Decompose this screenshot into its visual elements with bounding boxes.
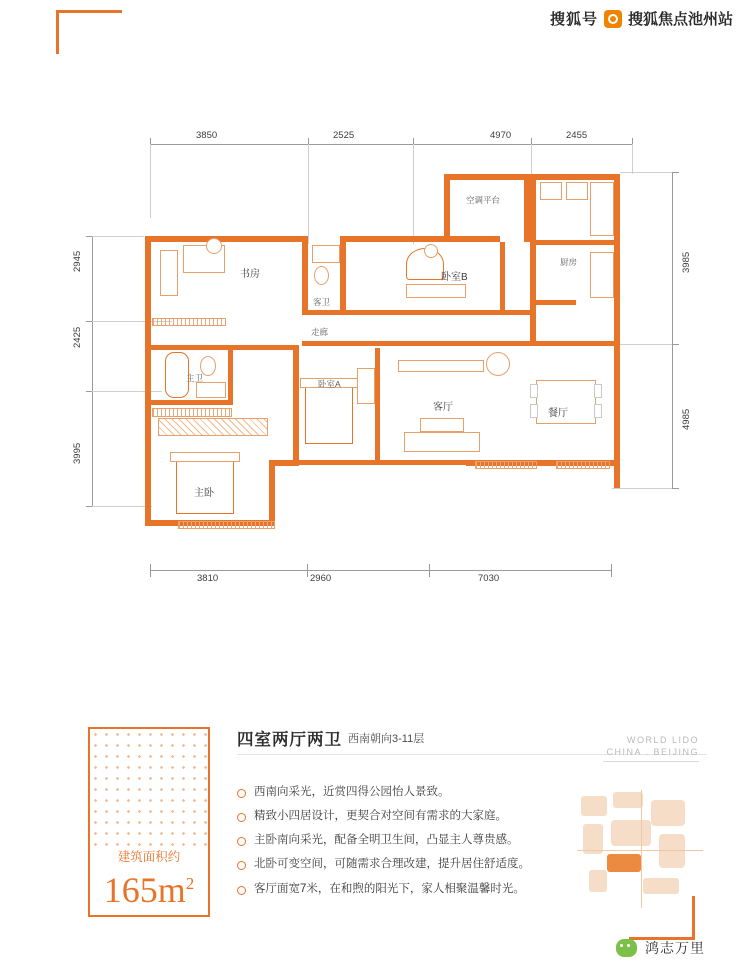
- list-item: [237, 883, 567, 896]
- furniture-counter: [590, 252, 614, 298]
- furniture-vanity: [196, 382, 226, 398]
- feature-list: [237, 786, 567, 907]
- room-label-master-bath: 主卫: [186, 373, 204, 383]
- ext-line: [308, 144, 309, 244]
- room-label-master-bedroom: 主卧: [194, 488, 214, 499]
- brand-line-2: CHINA . BEIJING: [606, 747, 699, 757]
- watermark-sublabel: 搜狐焦点池州站: [627, 11, 733, 28]
- list-item: [237, 786, 567, 799]
- area-value: [90, 869, 208, 911]
- furniture-tv-cabinet: [398, 360, 484, 372]
- plan-subtitle: 西南朝向3-11层: [348, 733, 425, 745]
- wall-interior: [269, 460, 275, 526]
- area-number: 165m: [103, 870, 186, 910]
- ext-line: [92, 236, 144, 237]
- wall-interior: [302, 236, 308, 314]
- bullet-ring-icon: [237, 886, 246, 895]
- window-hatch: [152, 408, 232, 417]
- dimension-bottom-1: 3810: [197, 573, 219, 584]
- furniture-dining-chair: [594, 384, 602, 398]
- furniture-dining-chair: [530, 384, 538, 398]
- dimension-left-3: 3995: [72, 442, 83, 464]
- dim-tick: [150, 564, 151, 577]
- room-label-bedroom-a: 卧室A: [318, 379, 341, 389]
- dimension-top-4: 2455: [566, 130, 588, 141]
- ext-line: [150, 144, 151, 218]
- furniture-cabinet: [406, 284, 466, 298]
- dimension-line-bottom: [150, 570, 611, 571]
- site-block: [611, 820, 651, 846]
- area-caption: 建筑面积约: [117, 850, 181, 864]
- bullet-ring-icon: [237, 837, 246, 846]
- wall-interior: [293, 460, 473, 465]
- wall-interior: [293, 348, 299, 466]
- footer-account: [616, 938, 705, 958]
- bullet-ring-icon: [237, 789, 246, 798]
- furniture-lamp: [424, 244, 438, 258]
- room-label-corridor: 走廊: [311, 327, 329, 337]
- feature-text: 北卧可变空间，可随需求合理改建，提升居住舒适度。: [254, 858, 530, 871]
- bullet-ring-icon: [237, 813, 246, 822]
- furniture-sofa: [404, 432, 480, 452]
- site-road: [577, 850, 703, 851]
- plan-title: 四室两厅两卫: [237, 731, 342, 749]
- dimension-line-left: [92, 236, 93, 506]
- wall-interior: [375, 348, 380, 463]
- dimension-right-1: 3985: [681, 251, 692, 273]
- furniture-headboard-master: [170, 452, 240, 462]
- wall-kitchen-left: [530, 174, 536, 344]
- room-label-study: 书房: [240, 269, 260, 280]
- brand-divider: [603, 761, 699, 762]
- site-map-thumbnail: [577, 790, 707, 910]
- ext-line: [531, 144, 532, 174]
- site-block: [651, 800, 685, 826]
- dimension-line-top: [150, 144, 632, 145]
- ext-line: [92, 506, 152, 507]
- furniture-chair: [206, 238, 222, 254]
- wall-balcony-left: [444, 174, 450, 242]
- ext-line: [612, 488, 672, 489]
- dot-pattern-decoration: [90, 729, 208, 847]
- site-block: [659, 834, 685, 868]
- wall-exterior-top-left: [145, 236, 308, 242]
- furniture-shelf: [160, 250, 178, 296]
- dimension-top-2: 2525: [333, 130, 355, 141]
- wall-exterior-right: [614, 174, 620, 488]
- dimension-top-1: 3850: [196, 130, 218, 141]
- window-hatch: [152, 318, 226, 326]
- site-road: [641, 790, 642, 908]
- furniture-wardrobe: [357, 368, 375, 404]
- area-superscript: 2: [185, 874, 195, 893]
- wall-exterior-top-mid: [340, 236, 500, 242]
- wall-interior: [500, 242, 505, 312]
- site-block: [581, 796, 607, 816]
- site-block: [589, 870, 607, 892]
- wall-interior: [530, 341, 620, 346]
- brand-mark: [603, 735, 699, 762]
- feature-text: 西南向采光，近赏四得公园怡人景致。: [254, 786, 450, 798]
- window-hatch: [556, 461, 610, 469]
- furniture-dining-chair: [530, 404, 538, 418]
- window-hatch: [178, 521, 275, 529]
- furniture-sink: [312, 245, 340, 263]
- furniture-plant: [486, 352, 510, 376]
- wall-corridor-top: [302, 310, 530, 315]
- dimension-right-2: 4985: [681, 408, 692, 430]
- feature-text: 精致小四居设计，更契合对空间有需求的大家庭。: [254, 810, 507, 823]
- list-item: [237, 834, 567, 847]
- ext-line: [92, 391, 162, 392]
- feature-text: 主卧南向采光，配备全明卫生间，凸显主人尊贵感。: [254, 834, 519, 847]
- ext-line: [413, 144, 414, 244]
- dimension-line-right: [672, 172, 673, 488]
- furniture-stove: [540, 182, 562, 200]
- watermark-label: 搜狐号: [549, 11, 598, 28]
- wall-interior: [536, 240, 620, 245]
- dim-tick: [307, 564, 308, 577]
- site-block: [643, 878, 679, 894]
- list-item: [237, 810, 567, 823]
- wall-interior: [228, 345, 233, 405]
- wall-interior: [340, 236, 346, 314]
- wall-corridor-bottom: [302, 341, 530, 346]
- dimension-top-3: 4970: [490, 130, 512, 141]
- room-label-dining: 餐厅: [548, 408, 568, 419]
- dim-tick: [429, 564, 430, 577]
- room-label-guest-bath: 客卫: [313, 297, 331, 307]
- brand-line-1: WORLD LIDO: [626, 735, 699, 745]
- wall-exterior-left: [145, 236, 151, 526]
- furniture-sink-kitchen: [566, 182, 588, 200]
- site-block: [613, 792, 643, 808]
- dimension-bottom-2: 2960: [310, 573, 332, 584]
- wechat-icon: [616, 939, 637, 957]
- room-label-bedroom-b: 卧室B: [441, 272, 468, 283]
- list-item: [237, 858, 567, 871]
- dim-tick: [611, 564, 612, 577]
- room-label-ac-platform: 空调平台: [466, 195, 501, 205]
- furniture-fridge: [590, 182, 614, 236]
- furniture-wardrobe-master: [158, 418, 268, 436]
- dimension-left-1: 2945: [72, 250, 83, 272]
- room-label-kitchen: 厨房: [560, 257, 578, 267]
- ext-line: [612, 344, 672, 345]
- dimension-bottom-3: 7030: [478, 573, 500, 584]
- site-block-highlight: [607, 854, 641, 872]
- account-name: 鸿志万里: [645, 940, 705, 956]
- furniture-dining-chair: [594, 404, 602, 418]
- wall-interior: [151, 400, 231, 405]
- room-label-living: 客厅: [433, 402, 453, 413]
- wall-kitchen-top: [530, 174, 620, 180]
- furniture-toilet: [314, 266, 329, 285]
- window-hatch: [475, 461, 537, 469]
- wall-interior: [536, 300, 576, 305]
- dimension-left-2: 2425: [72, 326, 83, 348]
- ext-line: [620, 172, 672, 173]
- furniture-bed-a: [305, 386, 353, 444]
- bullet-ring-icon: [237, 861, 246, 870]
- furniture-coffee-table: [420, 418, 464, 432]
- wall-balcony-top: [444, 174, 530, 180]
- area-badge: [88, 727, 210, 917]
- wall-interior: [151, 345, 299, 350]
- ext-line: [632, 144, 633, 174]
- feature-text: 客厅面宽7米，在和煦的阳光下，家人相聚温馨时光。: [254, 882, 525, 895]
